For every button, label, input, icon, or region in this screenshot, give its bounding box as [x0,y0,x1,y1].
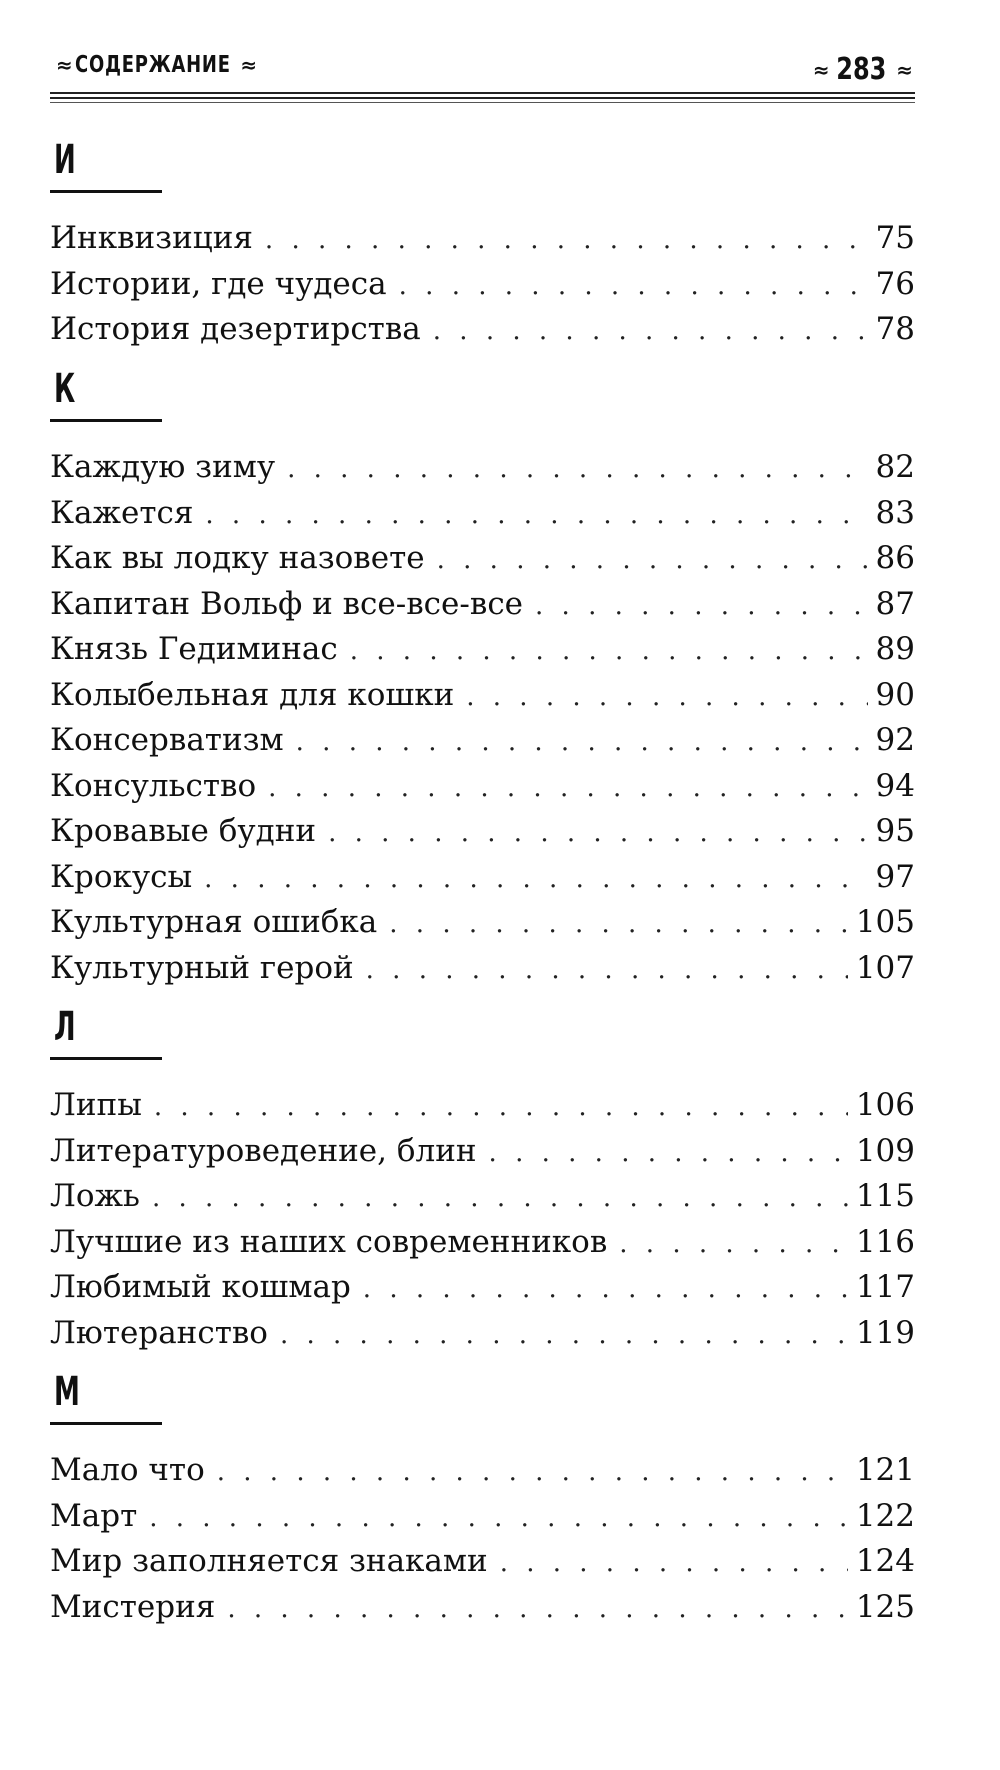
entry-title: Мир заполняется знаками [50,1543,488,1579]
dot-leader [205,493,867,539]
toc-entry[interactable] [50,1311,915,1357]
entry-list [50,1083,915,1356]
entry-title: Как вы лодку назовете [50,540,425,576]
dot-leader [399,264,868,310]
entry-page: 119 [855,1314,915,1351]
entry-page: 117 [855,1269,915,1305]
entry-page: 107 [855,949,915,986]
entry-page: 125 [855,1588,915,1625]
dot-leader [350,629,868,675]
toc-entry[interactable] [50,627,915,673]
section-letter-rule [50,419,162,422]
page-number: 283 [835,52,886,87]
dot-leader [363,1267,848,1313]
entry-title: Крокусы [50,858,193,895]
ornament-icon: ≈ [812,57,826,82]
section-m [50,1370,915,1630]
entry-title: Литературоведение, блин [50,1132,477,1169]
dot-leader [154,1085,848,1131]
entry-page: 124 [855,1543,915,1579]
entry-title: Лучшие из наших современников [50,1223,608,1260]
header-rule [50,92,915,99]
dot-leader [296,720,868,766]
toc-entry[interactable] [50,1539,915,1585]
dot-leader [437,538,868,584]
entry-title: Любимый кошмар [50,1269,351,1305]
entry-title: Культурный герой [50,949,354,986]
section-i [50,138,915,353]
section-letter-rule [50,1057,162,1060]
toc-page [50,40,915,1740]
section-letter [50,1005,165,1061]
entry-page: 105 [855,904,915,940]
dot-leader [433,309,868,355]
toc-entry[interactable] [50,491,915,537]
section-k [50,367,915,991]
entry-list [50,216,915,353]
toc-entry[interactable] [50,718,915,764]
dot-leader [268,766,867,812]
entry-title: Консерватизм [50,722,284,758]
dot-leader [280,1313,848,1359]
entry-page: 75 [875,220,915,256]
entry-title: Липы [50,1087,142,1123]
entry-title: Инквизиция [50,220,253,256]
entry-page: 76 [875,265,915,302]
section-letter-glyph: М [54,1369,80,1415]
entry-page: 115 [855,1178,915,1214]
dot-leader [265,218,868,264]
toc-entry[interactable] [50,809,915,855]
toc-entry[interactable] [50,262,915,308]
entry-title: Истории, где чудеса [50,265,387,302]
entry-list [50,445,915,991]
toc-entry[interactable] [50,1265,915,1311]
dot-leader [489,1131,848,1177]
section-letter-rule [50,190,162,193]
running-header-title: СОДЕРЖАНИЕ [74,52,231,78]
dot-leader [287,447,867,493]
dot-leader [535,584,868,630]
entry-title: Консульство [50,767,257,804]
toc-entry[interactable] [50,582,915,628]
entry-page: 78 [875,311,915,347]
toc-entry[interactable] [50,900,915,946]
entry-page: 87 [875,585,915,622]
toc-entry[interactable] [50,855,915,901]
dot-leader [389,902,848,948]
entry-title: Культурная ошибка [50,904,378,940]
entry-page: 97 [875,858,915,895]
toc-entry[interactable] [50,1083,915,1129]
dot-leader [328,811,867,857]
entry-title: Капитан Вольф и все-все-все [50,585,524,622]
toc-entry[interactable] [50,1494,915,1540]
dot-leader [619,1222,848,1268]
entry-page: 121 [855,1452,915,1488]
dot-leader [204,857,867,903]
entry-page: 122 [855,1497,915,1534]
toc-entry[interactable] [50,673,915,719]
entry-title: Каждую зиму [50,449,276,485]
entry-page: 95 [875,813,915,849]
section-letter [50,367,165,423]
running-header [50,40,915,100]
entry-title: Колыбельная для кошки [50,676,455,713]
entry-page: 92 [875,722,915,758]
dot-leader [227,1587,848,1633]
ornament-icon: ≈ [56,53,69,77]
entry-title: Князь Гедиминас [50,631,338,667]
section-letter [50,1370,165,1426]
entry-page: 89 [875,631,915,667]
entry-page: 82 [875,449,915,485]
entry-title: Мало что [50,1452,205,1488]
entry-list [50,1448,915,1630]
toc-entry[interactable] [50,536,915,582]
toc-entry[interactable] [50,946,915,992]
dot-leader [149,1496,848,1542]
entry-page: 116 [855,1223,915,1260]
running-header-page-group [807,52,915,87]
toc-entry[interactable] [50,1129,915,1175]
toc-entry[interactable] [50,445,915,491]
dot-leader [500,1541,848,1587]
entry-title: Кажется [50,494,194,531]
entry-title: Кровавые будни [50,813,317,849]
toc-entry[interactable] [50,764,915,810]
entry-page: 94 [875,767,915,804]
toc-entry[interactable] [50,1448,915,1494]
entry-page: 83 [875,494,915,531]
ornament-icon: ≈ [896,57,909,82]
toc-entry[interactable] [50,307,915,353]
entry-title: Ложь [50,1178,140,1214]
entry-title: История дезертирства [50,311,421,347]
entry-page: 109 [855,1132,915,1169]
dot-leader [466,675,867,721]
entry-title: Лютеранство [50,1314,268,1351]
toc-entry[interactable] [50,1585,915,1631]
section-l [50,1005,915,1356]
dot-leader [217,1450,848,1496]
entry-page: 90 [875,676,915,713]
section-letter-rule [50,1422,162,1425]
dot-leader [152,1176,848,1222]
entry-page: 86 [875,540,915,576]
section-letter-glyph: И [54,137,76,183]
toc-entry[interactable] [50,216,915,262]
dot-leader [366,948,848,994]
running-header-title-group [50,52,259,78]
section-letter [50,138,165,194]
section-letter-glyph: К [54,366,76,412]
entry-title: Март [50,1497,138,1534]
section-letter-glyph: Л [54,1004,76,1050]
entry-title: Мистерия [50,1588,216,1625]
toc-entry[interactable] [50,1174,915,1220]
toc-entry[interactable] [50,1220,915,1266]
ornament-icon: ≈ [240,53,254,77]
entry-page: 106 [855,1087,915,1123]
